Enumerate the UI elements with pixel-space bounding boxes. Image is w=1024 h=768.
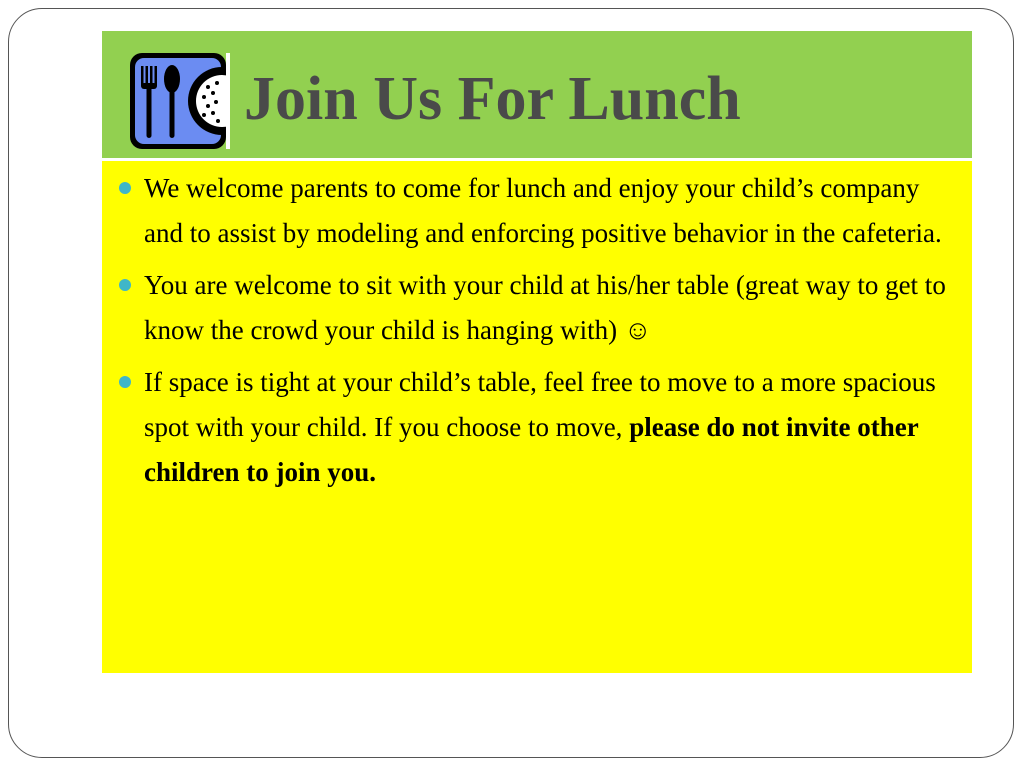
bullet-text: We welcome parents to come for lunch and enjoy your child’s company and to assist by modeling and enforcing positive behavior in the cafeteria. [144,173,942,248]
smiley-emoji: ☺ [623,315,652,345]
fork-knife-plate-icon [128,50,230,152]
bullet-item-lunch-welcome [102,166,972,256]
bullet-dot [119,376,131,388]
bullet-dot [119,279,131,291]
bullet-text: If space is tight at your child’s table, feel free to move to a more spacious spot with your child. If you choose to move, [144,367,936,442]
bullet-text: You are welcome to sit with your child at his/her table (great way to get to know the crowd your child is hanging with) [144,270,946,345]
bullet-dot [119,182,131,194]
slide-title: Join Us For Lunch [244,65,741,133]
bullet-emphasis: please do not invite other children to join you. [144,412,919,487]
bullet-item-move-spot [102,360,972,495]
bullet-item-sit-with-child [102,263,972,353]
bullet-list [102,166,972,502]
